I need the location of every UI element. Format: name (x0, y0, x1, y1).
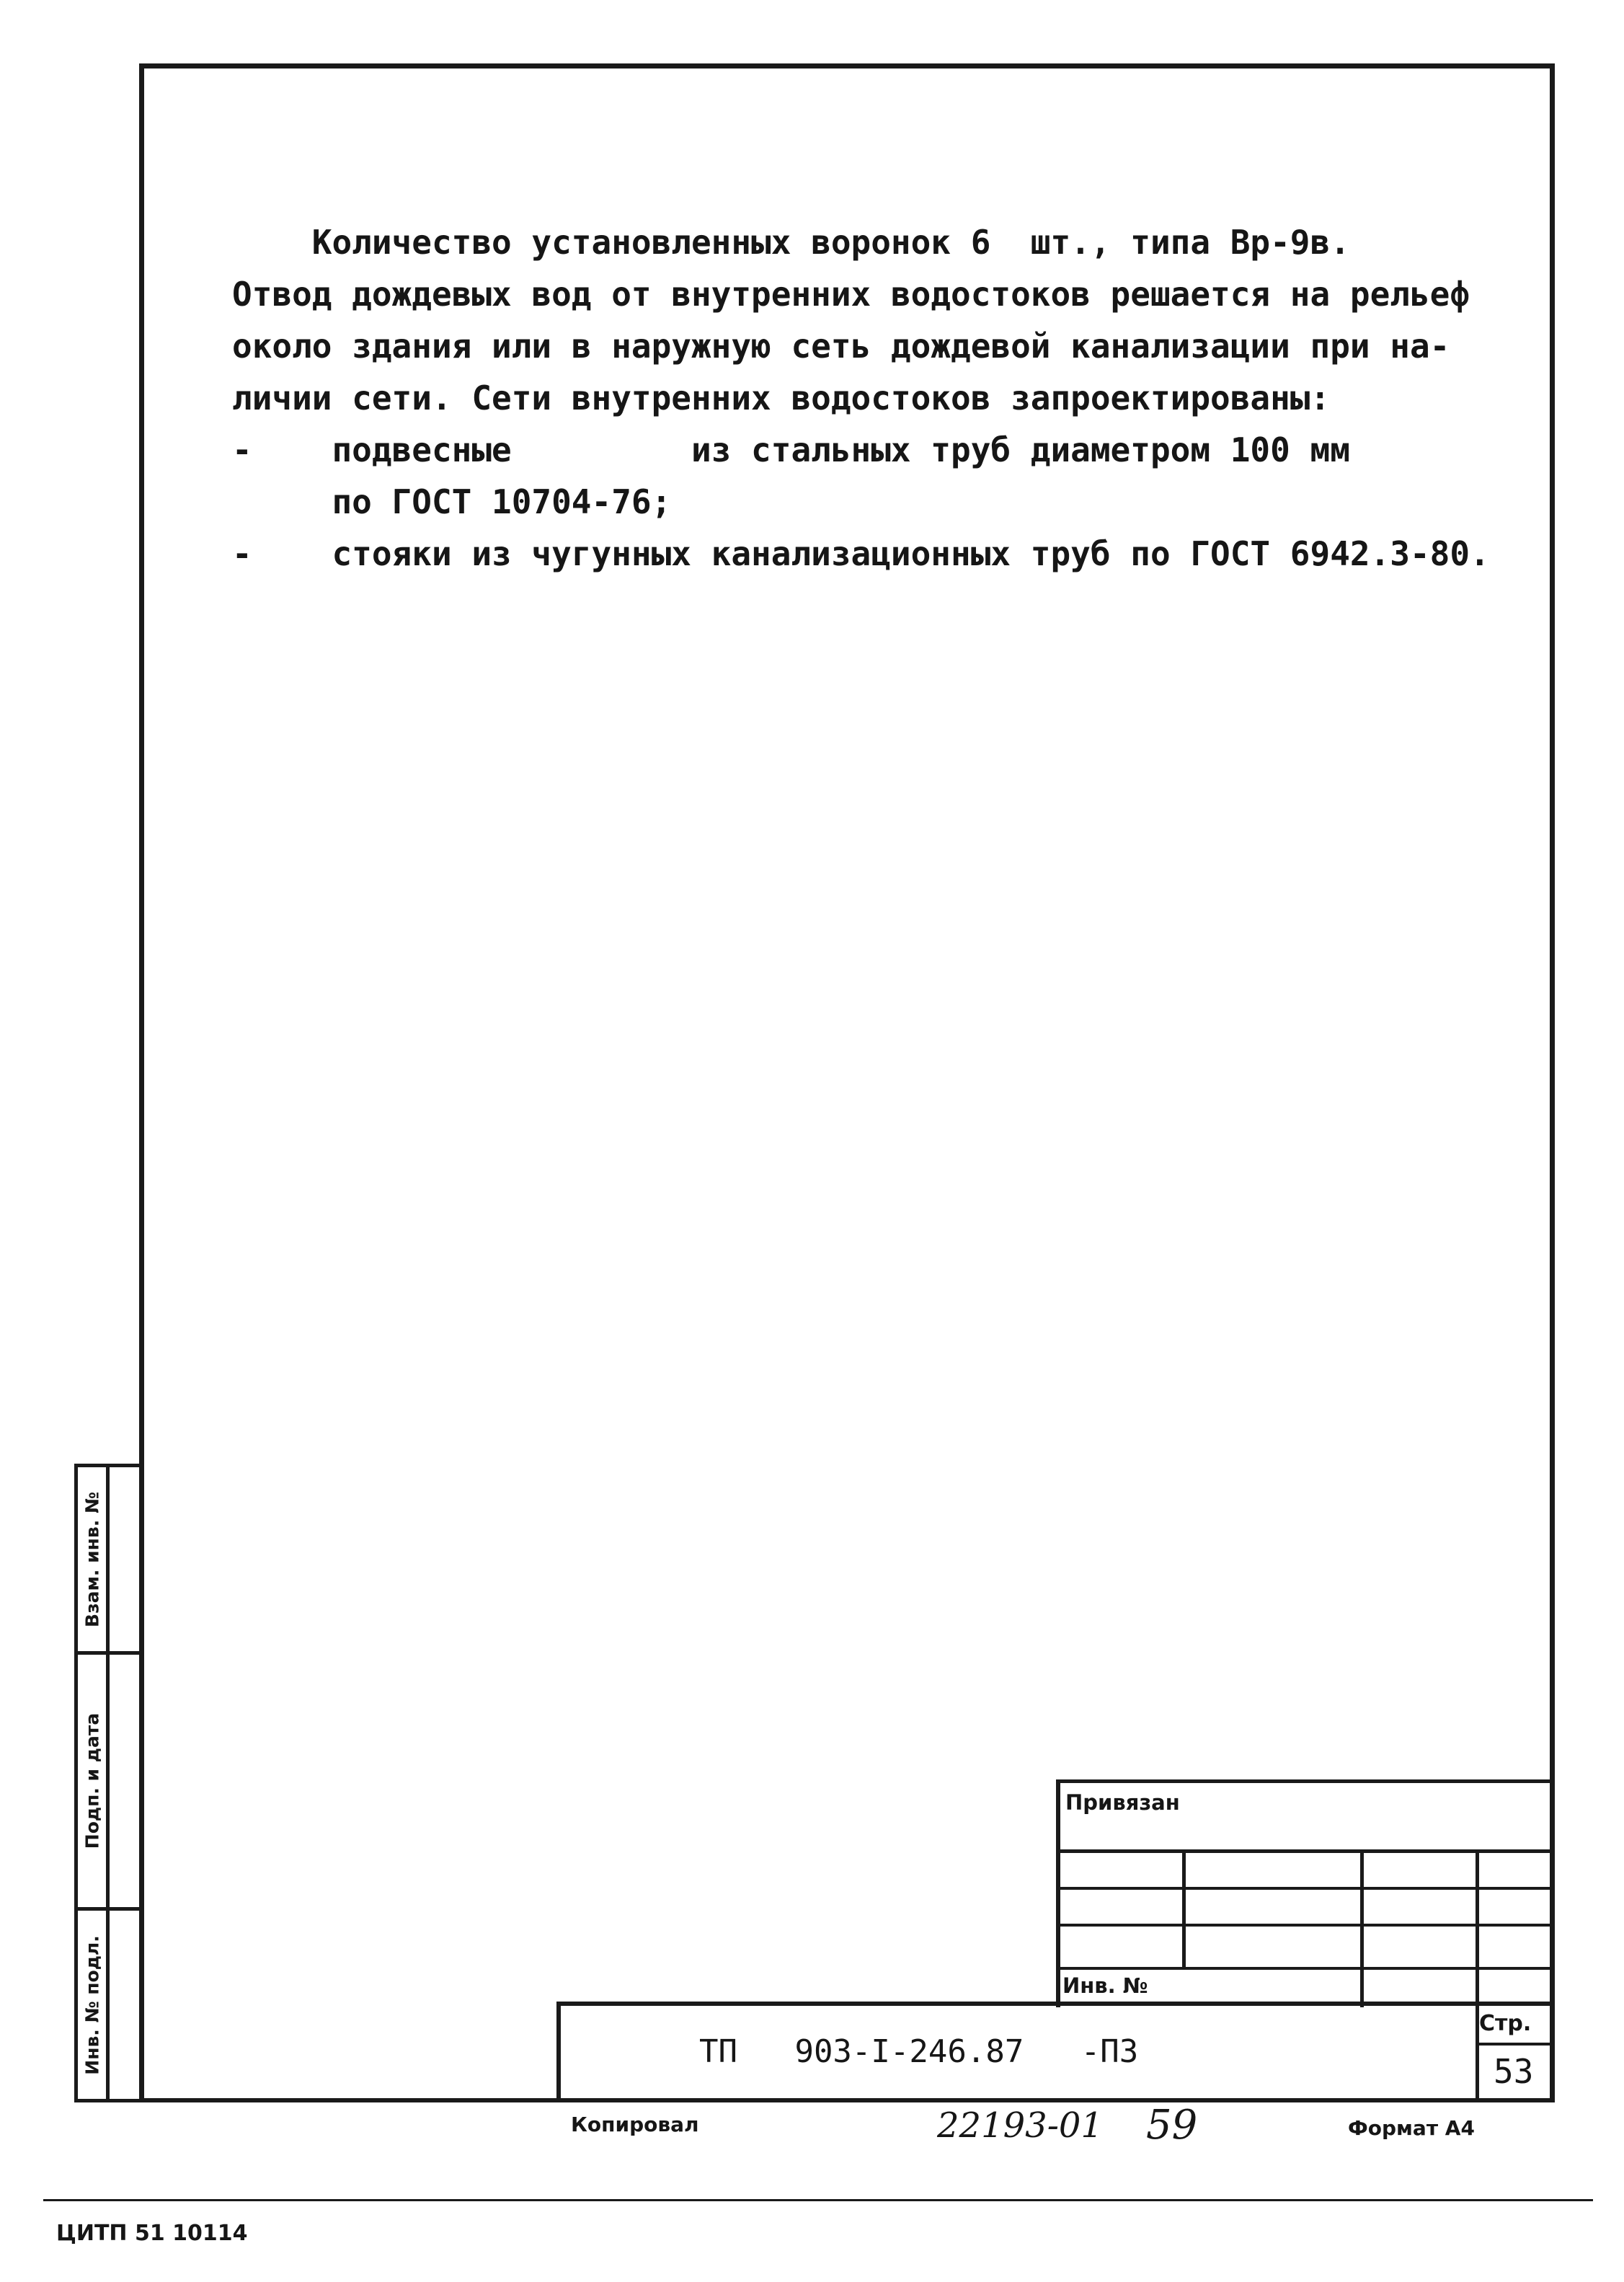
side-label-vzam-inv: Взам. инв. № (81, 1491, 102, 1627)
side-label-podp-data: Подп. и дата (81, 1712, 102, 1849)
handwritten-number: 22193-01 (937, 2105, 1103, 2146)
list-item-continuation: по ГОСТ 10704-76; (232, 482, 672, 521)
format-label: Формат А4 (1348, 2116, 1475, 2140)
handwritten-sheet: 59 (1146, 2102, 1198, 2149)
side-stamp (74, 1464, 141, 2102)
inv-no-label: Инв. № (1062, 1973, 1148, 1998)
side-label-inv-podl: Инв. № подл. (81, 1934, 102, 2075)
list-item: - подвесные из стальных труб диаметром 100 мм (232, 430, 1350, 469)
side-cell-podp-data (78, 1651, 141, 1907)
page-label: Стр. (1479, 2011, 1532, 2036)
document-designation: ТП 903-I-246.87 -ПЗ (699, 2033, 1139, 2070)
paragraph-line: личии сети. Сети внутренних водостоков запроектированы: (232, 379, 1331, 417)
org-code: ЦИТП 51 10114 (56, 2221, 248, 2246)
privyazan-label: Привязан (1065, 1790, 1180, 1815)
side-cell-vzam-inv (78, 1464, 141, 1651)
paragraph-line: Количество установленных воронок 6 шт., типа Вр-9в. (232, 223, 1350, 262)
page-number: 53 (1494, 2052, 1534, 2091)
list-item: - стояки из чугунных канализационных труб по ГОСТ 6942.3-80. (232, 534, 1490, 573)
copied-label: Копировал (571, 2113, 699, 2136)
side-cell-inv-podl (78, 1907, 141, 2102)
bottom-rule (43, 2199, 1593, 2201)
body-text (232, 216, 1490, 580)
paragraph-line: Отвод дождевых вод от внутренних водостоков решается на рельеф (232, 275, 1470, 314)
paragraph-line: около здания или в наружную сеть дождевой канализации при на- (232, 327, 1450, 366)
